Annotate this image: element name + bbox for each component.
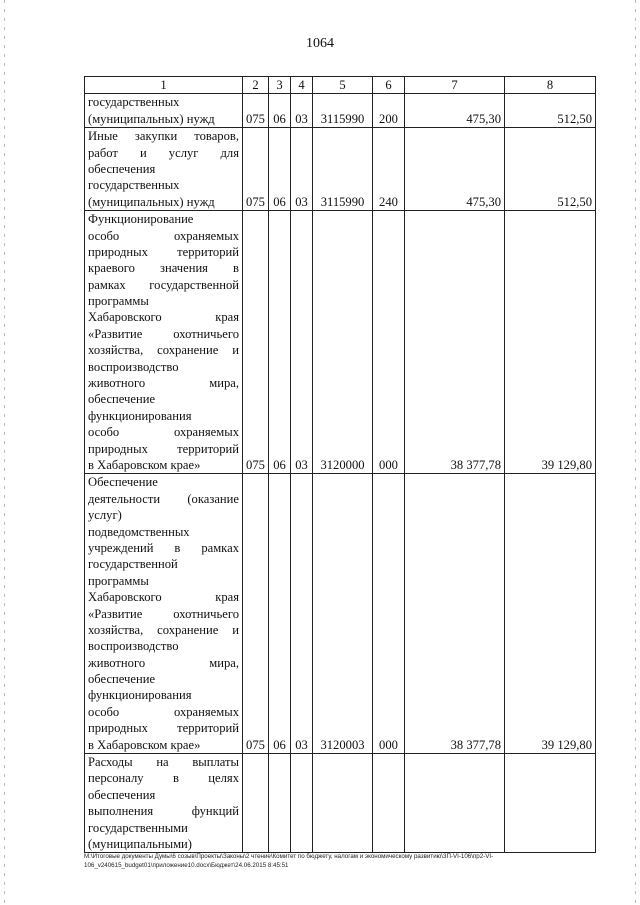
description-line: (муниципальными) xyxy=(88,836,192,851)
description-line: краевого значения в xyxy=(88,261,239,276)
code-target: 3120000 xyxy=(313,211,373,474)
code-subsection xyxy=(291,754,313,853)
description-line: программы xyxy=(88,573,149,588)
code-admin xyxy=(243,754,269,853)
description-line: особо охраняемых xyxy=(88,425,239,440)
description-line: услуг) xyxy=(88,508,122,523)
description-line: в Хабаровском крае» xyxy=(88,458,201,472)
description-line: деятельности (оказание xyxy=(88,491,239,506)
column-header-7: 7 xyxy=(405,77,505,94)
column-header-6: 6 xyxy=(373,77,405,94)
description-line: рамках государственной xyxy=(88,277,239,292)
table-row xyxy=(85,94,596,128)
description-line: «Развитие охотничьего xyxy=(88,326,239,341)
page-number: 1064 xyxy=(306,36,334,51)
description-line: природных территорий xyxy=(88,721,239,736)
code-subsection: 03 xyxy=(291,94,313,128)
description-line: Функционирование xyxy=(88,212,194,227)
footer-line-2: 106_v240615_budget01\приложение10.docx\Бюджет\24.06.2015 8:45:51 xyxy=(84,862,289,869)
code-admin: 075 xyxy=(243,94,269,128)
description-line: животного мира, xyxy=(88,376,239,391)
description-line: природных территорий xyxy=(88,244,239,259)
description-line: функционирования xyxy=(88,688,192,703)
amount-year-1: 38 377,78 xyxy=(405,211,505,474)
description-line: обеспечения xyxy=(88,787,156,802)
code-section: 06 xyxy=(269,211,291,474)
row-description xyxy=(85,94,243,128)
code-admin: 075 xyxy=(243,211,269,474)
header-row xyxy=(85,77,596,94)
description-line: обеспечение xyxy=(88,672,156,687)
description-line: (муниципальных) нужд xyxy=(88,194,215,209)
code-target: 3120003 xyxy=(313,474,373,754)
description-line: государственной xyxy=(88,557,178,572)
code-target: 3115990 xyxy=(313,128,373,211)
table-body xyxy=(85,94,596,853)
table-row xyxy=(85,474,596,754)
description-line: функционирования xyxy=(88,408,192,423)
row-description xyxy=(85,128,243,211)
amount-year-1: 475,30 xyxy=(405,94,505,128)
file-path-footer xyxy=(84,852,614,870)
description-line: хозяйства, сохранение и xyxy=(88,622,239,637)
description-line: Хабаровского края xyxy=(88,590,239,605)
description-line: Хабаровского края xyxy=(88,310,239,325)
row-description xyxy=(85,754,243,853)
code-target xyxy=(313,754,373,853)
description-line: особо охраняемых xyxy=(88,704,239,719)
description-line: выполнения функций xyxy=(88,804,239,819)
code-subsection: 03 xyxy=(291,211,313,474)
row-description xyxy=(85,211,243,474)
description-line: (муниципальных) нужд xyxy=(88,111,215,126)
description-line: природных территорий xyxy=(88,441,239,456)
description-line: воспроизводство xyxy=(88,639,179,654)
description-line: Обеспечение xyxy=(88,475,158,490)
column-header-1: 1 xyxy=(85,77,243,94)
amount-year-2: 512,50 xyxy=(505,128,596,211)
description-line: учреждений в рамках xyxy=(88,540,239,555)
code-admin: 075 xyxy=(243,128,269,211)
code-expense-type: 000 xyxy=(373,474,405,754)
code-expense-type: 200 xyxy=(373,94,405,128)
description-line: государственных xyxy=(88,178,180,193)
column-header-2: 2 xyxy=(243,77,269,94)
description-line: «Развитие охотничьего xyxy=(88,606,239,621)
code-section xyxy=(269,754,291,853)
table-row xyxy=(85,128,596,211)
code-expense-type: 000 xyxy=(373,211,405,474)
budget-table xyxy=(84,76,596,853)
column-header-8: 8 xyxy=(505,77,596,94)
scan-edge-left xyxy=(4,0,5,905)
amount-year-2: 39 129,80 xyxy=(505,474,596,754)
amount-year-2: 39 129,80 xyxy=(505,211,596,474)
code-section: 06 xyxy=(269,94,291,128)
column-header-3: 3 xyxy=(269,77,291,94)
description-line: государственных xyxy=(88,95,180,110)
description-line: Расходы на выплаты xyxy=(88,755,239,770)
amount-year-1 xyxy=(405,754,505,853)
table-row xyxy=(85,754,596,853)
code-admin: 075 xyxy=(243,474,269,754)
description-line: персоналу в целях xyxy=(88,771,239,786)
description-line: Иные закупки товаров, xyxy=(88,129,239,144)
row-description xyxy=(85,474,243,754)
description-line: особо охраняемых xyxy=(88,228,239,243)
description-line: государственными xyxy=(88,820,188,835)
description-line: обеспечение xyxy=(88,392,156,407)
description-line: подведомственных xyxy=(88,524,190,539)
description-line: в Хабаровском крае» xyxy=(88,737,201,752)
code-section: 06 xyxy=(269,474,291,754)
description-line: хозяйства, сохранение и xyxy=(88,343,239,358)
scan-edge-right xyxy=(635,0,636,905)
table-row xyxy=(85,211,596,474)
code-section: 06 xyxy=(269,128,291,211)
description-line: животного мира, xyxy=(88,655,239,670)
code-expense-type: 240 xyxy=(373,128,405,211)
amount-year-2 xyxy=(505,754,596,853)
code-expense-type xyxy=(373,754,405,853)
description-line: программы xyxy=(88,294,149,309)
code-subsection: 03 xyxy=(291,474,313,754)
amount-year-2: 512,50 xyxy=(505,94,596,128)
footer-line-1: M:\Итоговые документы Думы\6 созыв\Проекты\Законы\2 чтение\Комитет по бюджету, налогам и экономическому развитию\3П-VI-106\пр2-VI- xyxy=(84,853,494,860)
amount-year-1: 38 377,78 xyxy=(405,474,505,754)
description-line: воспроизводство xyxy=(88,359,179,374)
code-target: 3115990 xyxy=(313,94,373,128)
amount-year-1: 475,30 xyxy=(405,128,505,211)
column-header-4: 4 xyxy=(291,77,313,94)
column-header-5: 5 xyxy=(313,77,373,94)
code-subsection: 03 xyxy=(291,128,313,211)
description-line: работ и услуг для xyxy=(88,145,239,160)
description-line: обеспечения xyxy=(88,161,156,176)
